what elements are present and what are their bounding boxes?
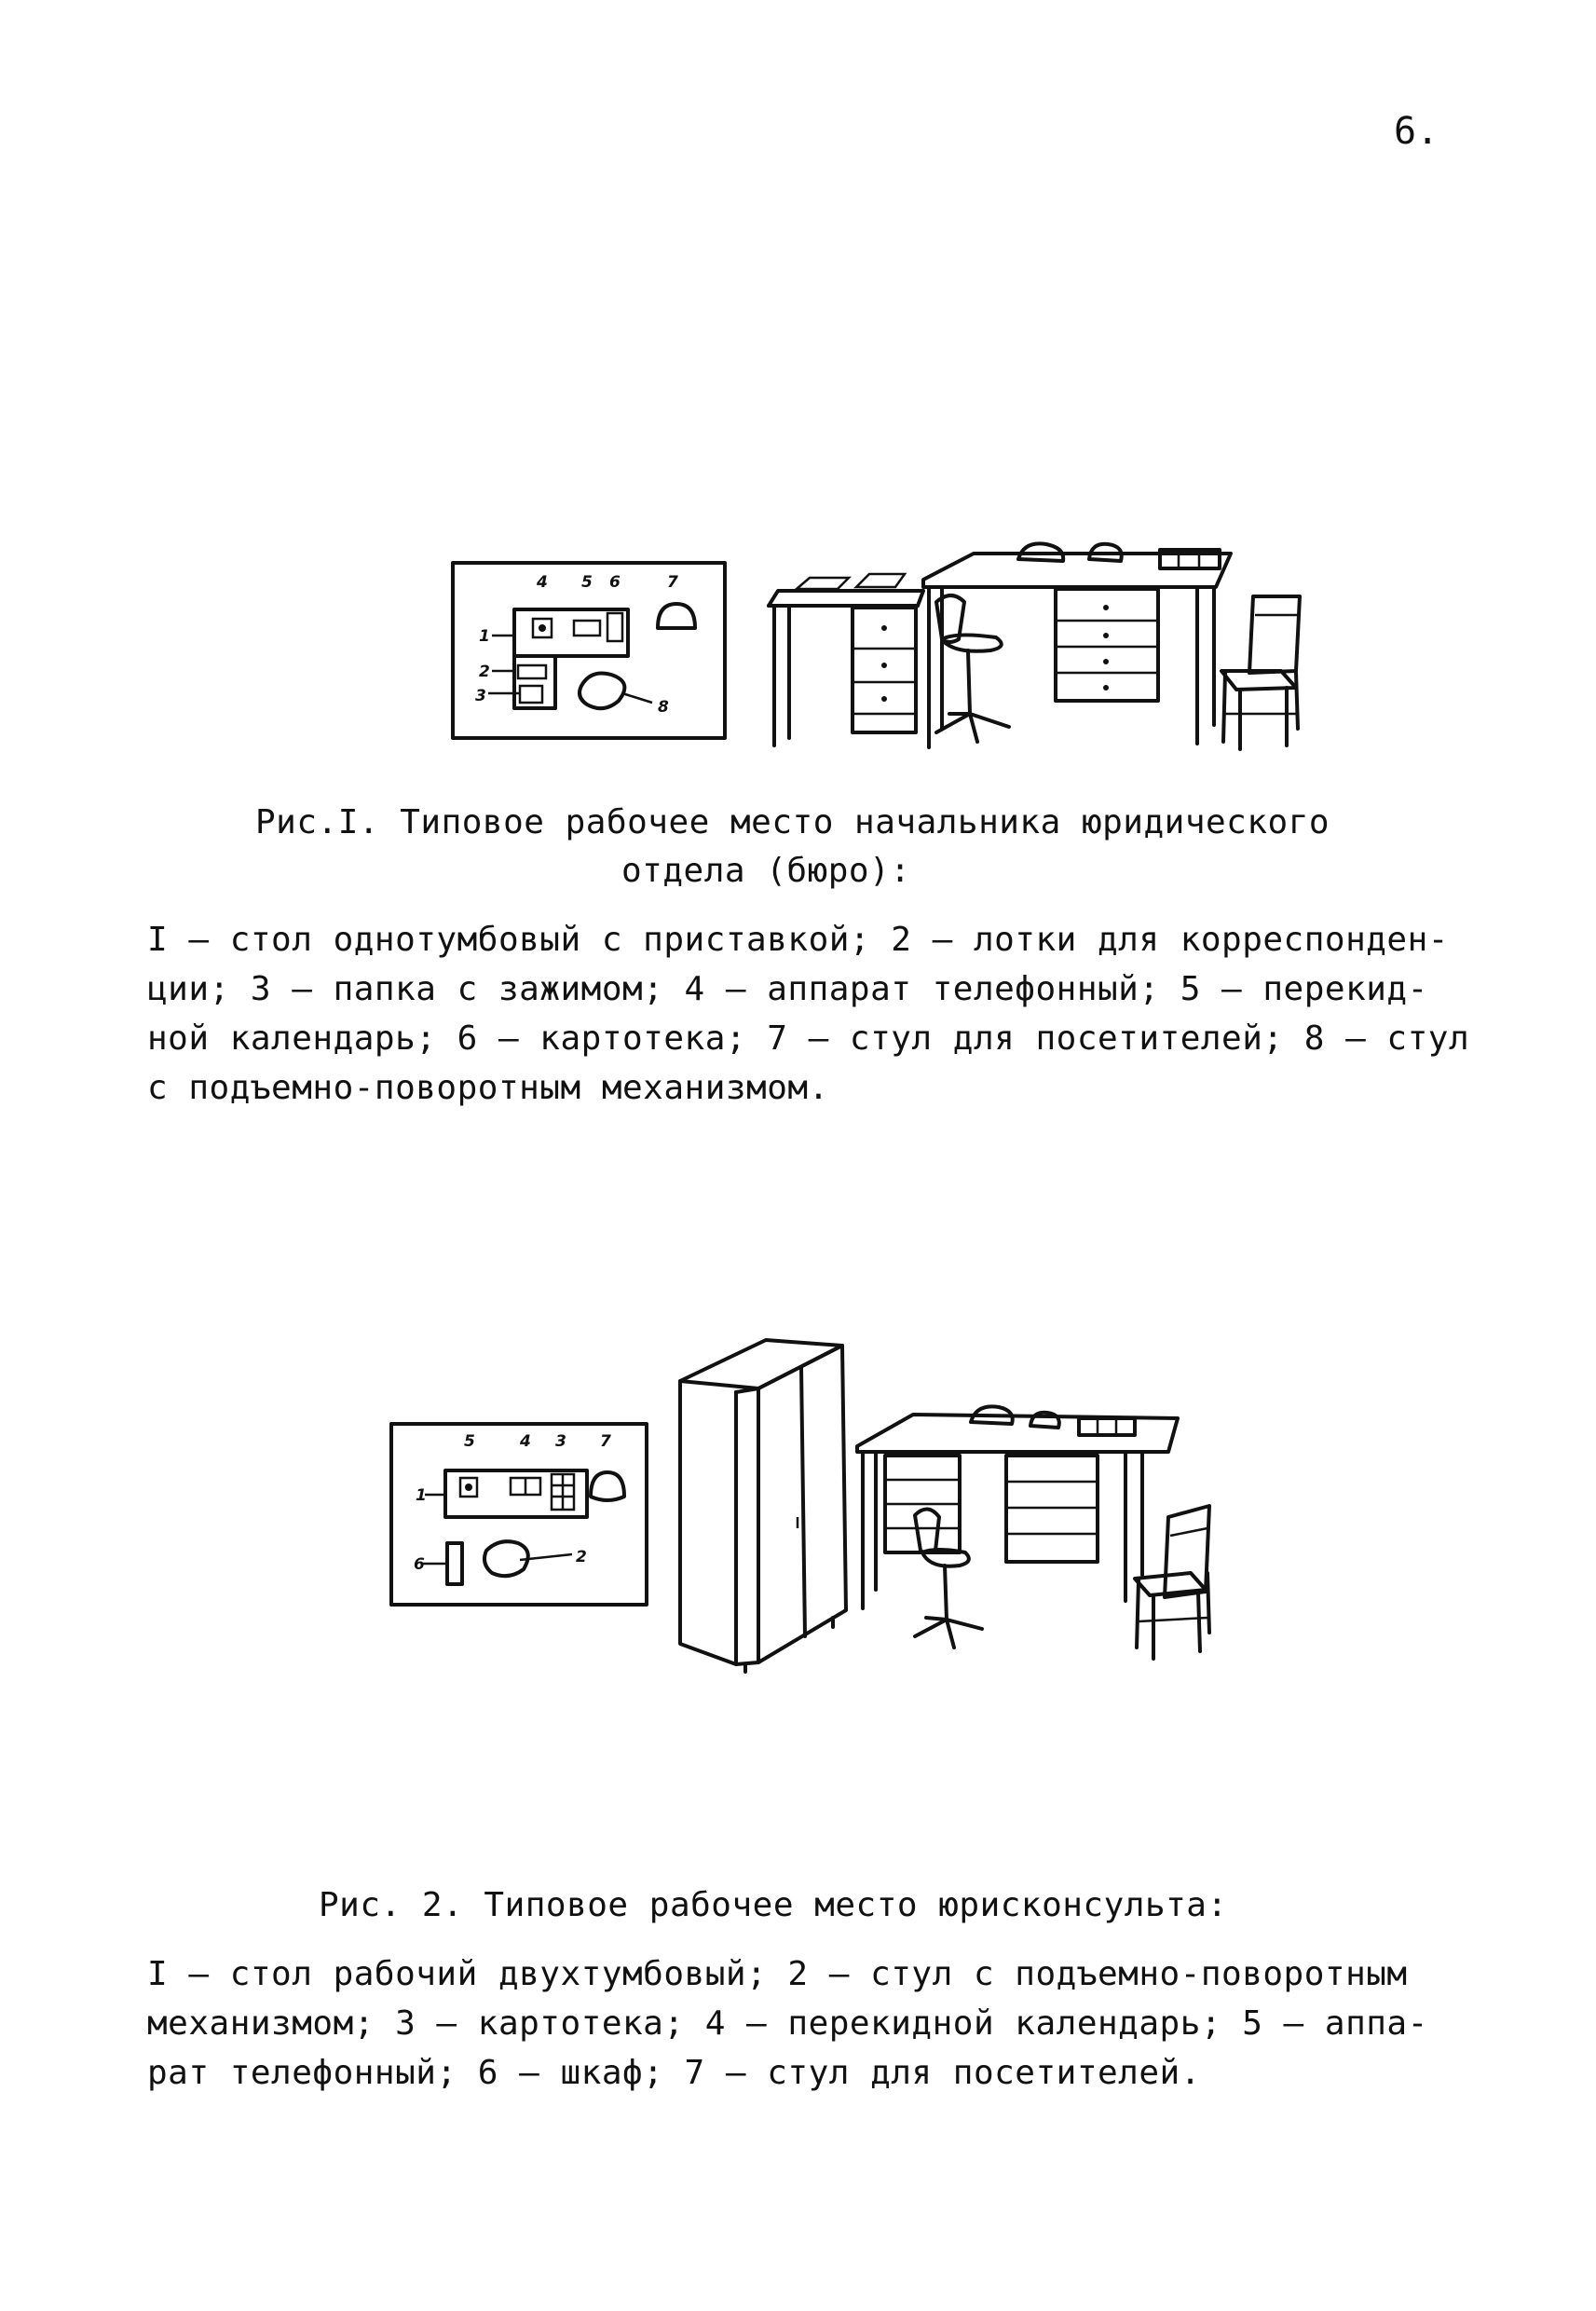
fig2-plan-label-7: 7 bbox=[600, 1432, 611, 1451]
figure2-legend-line: рат телефонный; 6 – шкаф; 7 – стул для посетителей. bbox=[147, 2054, 1201, 2092]
fig1-plan-label-5: 5 bbox=[581, 573, 593, 592]
figure2-legend bbox=[147, 1949, 1428, 2098]
figure1-furniture-illustration bbox=[759, 531, 1328, 760]
fig1-plan-label-1: 1 bbox=[479, 627, 490, 646]
figure2-legend-line: механизмом; 3 – картотека; 4 – перекидной календарь; 5 – аппа- bbox=[147, 2004, 1428, 2043]
fig2-plan-label-1: 1 bbox=[416, 1486, 427, 1505]
fig1-plan-label-8: 8 bbox=[658, 698, 669, 717]
fig1-plan-label-4: 4 bbox=[537, 573, 548, 592]
figure1-legend-line: I – стол однотумбовый с приставкой; 2 – лотки для корреспонден- bbox=[147, 921, 1449, 959]
figure2-legend-line: I – стол рабочий двухтумбовый; 2 – стул с подъемно-поворотным bbox=[147, 1955, 1408, 1993]
figure2-caption: Рис. 2. Типовое рабочее место юрисконсульта: bbox=[319, 1886, 1228, 1924]
figure1-plan-diagram bbox=[451, 561, 727, 740]
fig1-plan-label-7: 7 bbox=[667, 573, 678, 592]
figure1-legend bbox=[147, 915, 1469, 1113]
figure1-legend-line: ной календарь; 6 – картотека; 7 – стул для посетителей; 8 – стул bbox=[147, 1019, 1470, 1058]
fig1-plan-label-2: 2 bbox=[479, 663, 490, 681]
fig1-plan-label-6: 6 bbox=[609, 573, 621, 592]
figure2-furniture-illustration bbox=[669, 1321, 1243, 1672]
figure1-legend-line: ции; 3 – папка с зажимом; 4 – аппарат телефонный; 5 – перекид- bbox=[147, 970, 1428, 1008]
fig2-plan-label-2: 2 bbox=[576, 1548, 587, 1566]
page-number: 6. bbox=[1394, 110, 1439, 153]
figure1-caption-line1: Рис.I. Типовое рабочее место начальника юридического bbox=[255, 803, 1330, 841]
fig2-plan-label-4: 4 bbox=[520, 1432, 531, 1451]
figure1-caption-line2: отдела (бюро): bbox=[621, 852, 911, 890]
fig2-plan-label-3: 3 bbox=[555, 1432, 566, 1451]
figure2-plan-diagram bbox=[389, 1422, 648, 1607]
fig1-plan-label-3: 3 bbox=[475, 687, 486, 705]
fig2-plan-label-6: 6 bbox=[414, 1555, 425, 1574]
figure1-legend-line: с подъемно-поворотным механизмом. bbox=[147, 1069, 829, 1107]
fig2-plan-label-5: 5 bbox=[464, 1432, 475, 1451]
